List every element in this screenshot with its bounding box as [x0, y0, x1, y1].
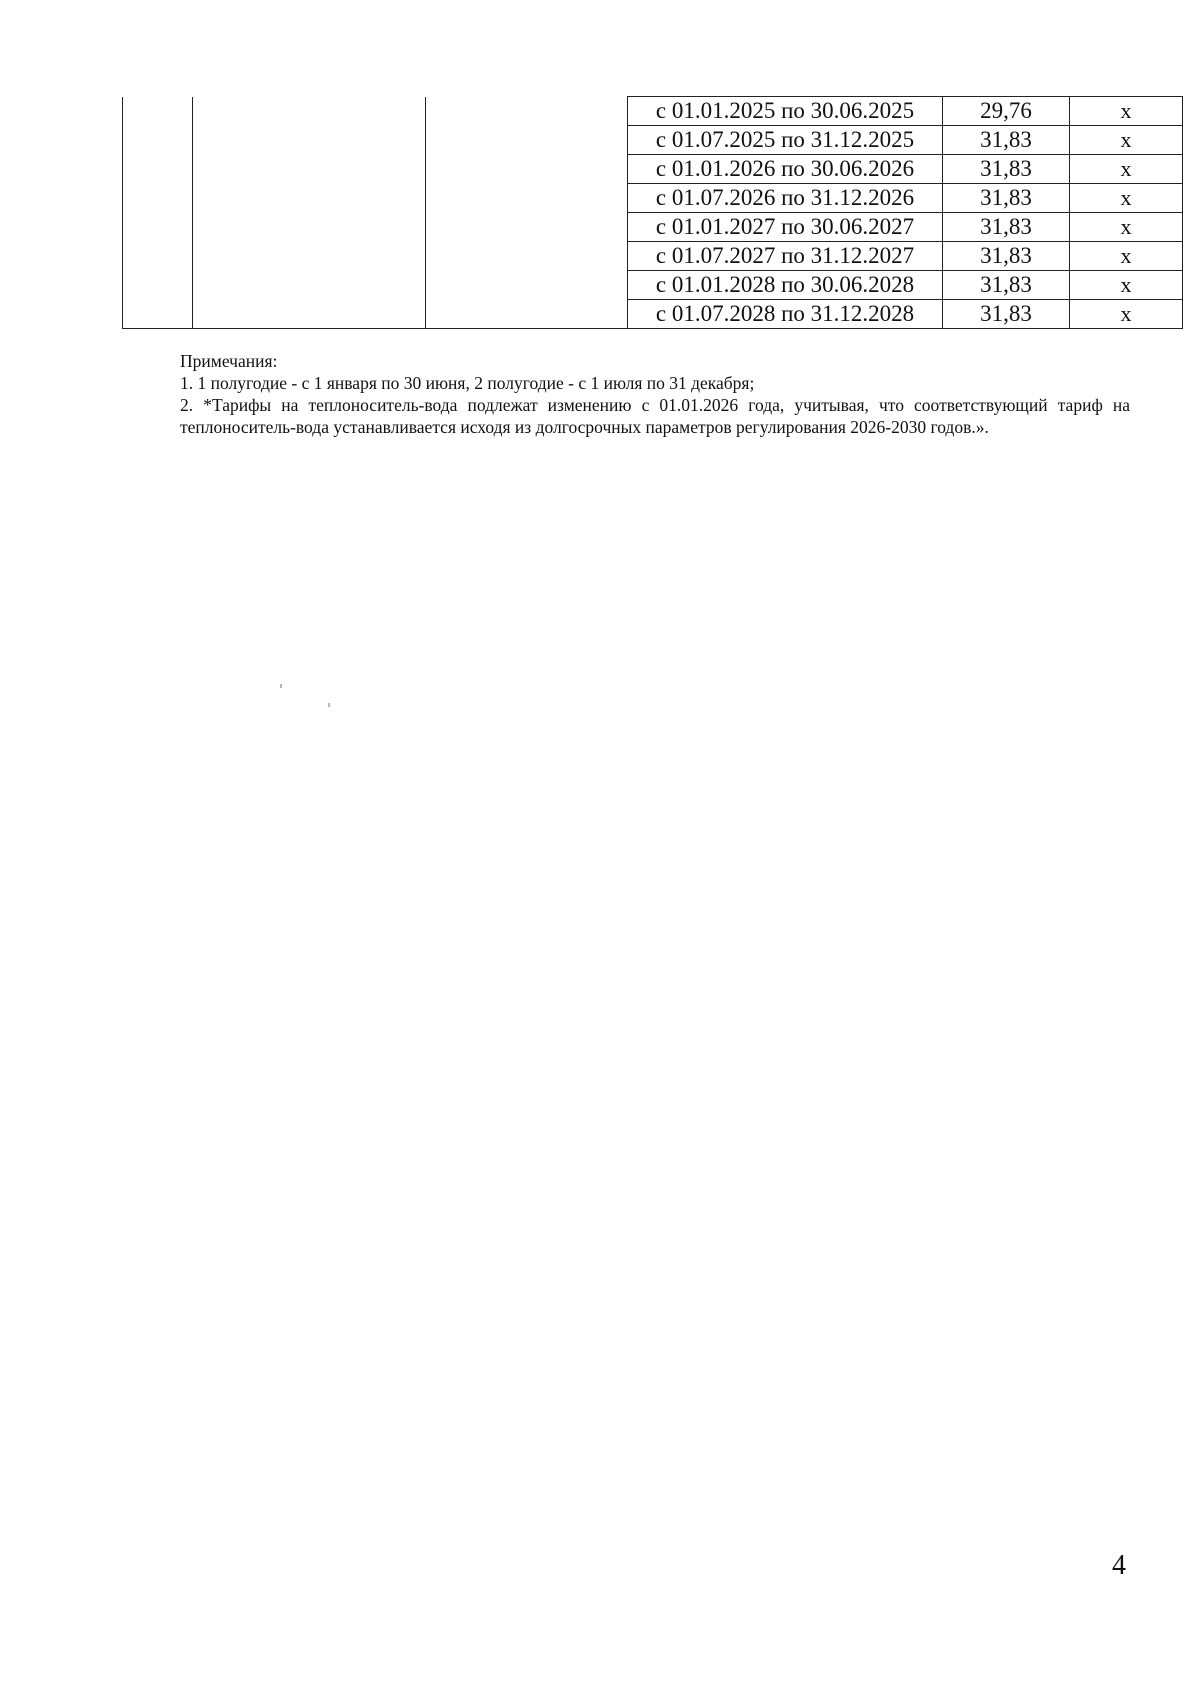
period-cell: с 01.01.2026 по 30.06.2026: [628, 155, 943, 184]
mark-cell: x: [1070, 213, 1183, 242]
period-cell: с 01.01.2027 по 30.06.2027: [628, 213, 943, 242]
mark-cell: x: [1070, 242, 1183, 271]
tariff-cell: 31,83: [943, 213, 1070, 242]
period-cell: с 01.01.2025 по 30.06.2025: [628, 97, 943, 126]
mark-cell: x: [1070, 126, 1183, 155]
blank-cell-1: [123, 97, 193, 329]
notes-heading: Примечания:: [180, 351, 278, 371]
page-number: 4: [1112, 1550, 1126, 1581]
scan-speck: [280, 684, 282, 688]
table-row: [123, 97, 1183, 126]
blank-cell-2: [193, 97, 426, 329]
mark-cell: x: [1070, 97, 1183, 126]
mark-cell: x: [1070, 155, 1183, 184]
period-cell: с 01.07.2028 по 31.12.2028: [628, 300, 943, 329]
tariff-cell: 31,83: [943, 242, 1070, 271]
period-cell: с 01.01.2028 по 30.06.2028: [628, 271, 943, 300]
note-item-1: 1. 1 полугодие - с 1 января по 30 июня, 2 полугодие - с 1 июля по 31 декабря;: [180, 373, 755, 393]
scan-speck: [328, 703, 330, 707]
tariff-cell: 31,83: [943, 271, 1070, 300]
tariff-table: [122, 96, 1183, 329]
tariff-cell: 29,76: [943, 97, 1070, 126]
notes-section: [180, 350, 1130, 438]
period-cell: с 01.07.2025 по 31.12.2025: [628, 126, 943, 155]
mark-cell: x: [1070, 300, 1183, 329]
tariff-cell: 31,83: [943, 126, 1070, 155]
tariff-cell: 31,83: [943, 300, 1070, 329]
period-cell: с 01.07.2026 по 31.12.2026: [628, 184, 943, 213]
period-cell: с 01.07.2027 по 31.12.2027: [628, 242, 943, 271]
tariff-cell: 31,83: [943, 155, 1070, 184]
mark-cell: x: [1070, 184, 1183, 213]
mark-cell: x: [1070, 271, 1183, 300]
blank-cell-3: [426, 97, 628, 329]
tariff-cell: 31,83: [943, 184, 1070, 213]
note-item-2: 2. *Тарифы на теплоноситель-вода подлежат изменению с 01.01.2026 года, учитывая, что соответствующий тариф на теплоноситель-вода устанавливается исходя из долгосрочных параметров регулирования 2026-2030 годов.».: [180, 395, 1130, 437]
